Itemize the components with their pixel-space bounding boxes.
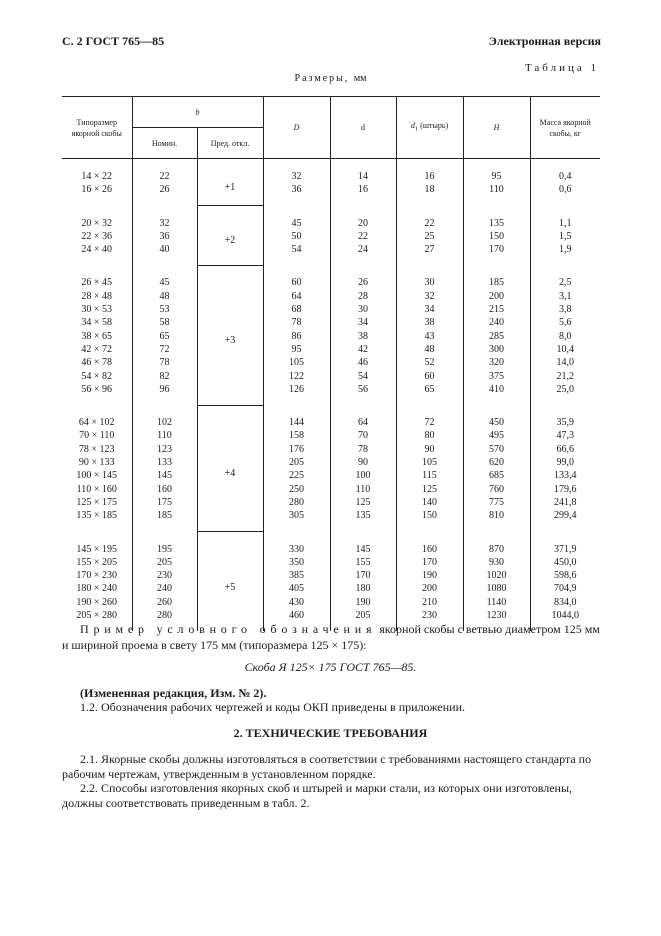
col-header-b-dev: Пред. откл.	[197, 128, 263, 159]
cell-type: 125 × 175	[76, 496, 118, 508]
cell-H: 215	[463, 303, 530, 316]
cell-H: 110	[463, 183, 530, 205]
cell-d: 190	[330, 596, 396, 609]
cell-d1: 150	[396, 509, 463, 531]
table-row	[62, 290, 600, 303]
cell-D: 305	[263, 509, 330, 531]
table-row	[62, 569, 600, 582]
cell-d1: 65	[396, 383, 463, 405]
cell-d1: 160	[396, 532, 463, 556]
cell-type: 70 × 110	[79, 430, 115, 442]
col-header-d: d	[330, 97, 396, 159]
cell-d: 145	[330, 532, 396, 556]
cell-d1: 210	[396, 596, 463, 609]
cell-d: 110	[330, 483, 396, 496]
table-row	[62, 469, 600, 482]
cell-b-nom: 36	[132, 230, 197, 243]
table-row	[62, 509, 600, 531]
cell-d: 42	[330, 343, 396, 356]
cell-H: 170	[463, 243, 530, 265]
cell-d1: 200	[396, 582, 463, 595]
cell-d: 205	[330, 609, 396, 631]
cell-type: 135 × 185	[76, 510, 118, 522]
table-row	[62, 343, 600, 356]
cell-b-nom: 22	[132, 159, 197, 184]
cell-D: 45	[263, 206, 330, 230]
cell-b-nom: 260	[132, 596, 197, 609]
cell-d1: 38	[396, 316, 463, 329]
table-group	[62, 405, 600, 531]
cell-mass: 47,3	[530, 429, 600, 442]
cell-b-nom: 123	[132, 443, 197, 456]
cell-d1: 115	[396, 469, 463, 482]
cell-mass: 834,0	[530, 596, 600, 609]
cell-H: 95	[463, 159, 530, 184]
cell-b-tolerance: +4	[197, 405, 263, 531]
cell-H: 240	[463, 316, 530, 329]
table-row	[62, 206, 600, 230]
cell-b-nom: 53	[132, 303, 197, 316]
cell-d: 28	[330, 290, 396, 303]
cell-d: 125	[330, 496, 396, 509]
cell-b-tolerance: +3	[197, 265, 263, 405]
table-row	[62, 243, 600, 265]
cell-D: 144	[263, 405, 330, 429]
cell-H: 375	[463, 370, 530, 383]
table-row	[62, 556, 600, 569]
designation-formula: Скоба Я 125× 175 ГОСТ 765—85.	[244, 660, 417, 674]
table-row	[62, 230, 600, 243]
col-header-H: H	[463, 97, 530, 159]
cell-d: 56	[330, 383, 396, 405]
cell-b-nom: 26	[132, 183, 197, 205]
cell-D: 385	[263, 569, 330, 582]
table-row	[62, 265, 600, 289]
cell-D: 280	[263, 496, 330, 509]
cell-b-tolerance: +1	[197, 159, 263, 206]
col-header-mass: Масса якорной скобы, кг	[530, 97, 600, 159]
cell-b-nom: 240	[132, 582, 197, 595]
table-row	[62, 316, 600, 329]
cell-d1: 80	[396, 429, 463, 442]
cell-mass: 66,6	[530, 443, 600, 456]
cell-H: 930	[463, 556, 530, 569]
col-header-d1	[396, 97, 463, 159]
table-row	[62, 159, 600, 184]
example-lead: Пример условного обозначения	[80, 622, 377, 636]
cell-type: 180 × 240	[76, 583, 118, 595]
cell-d: 180	[330, 582, 396, 595]
cell-d1: 125	[396, 483, 463, 496]
col-header-b: b	[132, 97, 263, 128]
cell-type: 78 × 123	[78, 443, 115, 455]
cell-type: 205 × 280	[76, 610, 118, 622]
cell-b-nom: 175	[132, 496, 197, 509]
cell-mass: 0,6	[530, 183, 600, 205]
cell-H: 200	[463, 290, 530, 303]
cell-b-nom: 185	[132, 509, 197, 531]
cell-D: 105	[263, 356, 330, 369]
table-row	[62, 582, 600, 595]
cell-mass: 299,4	[530, 509, 600, 531]
cell-d1: 90	[396, 443, 463, 456]
cell-D: 95	[263, 343, 330, 356]
cell-mass: 1044,0	[530, 609, 600, 631]
sizes-caption-label: Размеры,	[294, 73, 350, 84]
cell-d1: 52	[396, 356, 463, 369]
table-row	[62, 370, 600, 383]
table-row	[62, 429, 600, 442]
cell-mass: 14,0	[530, 356, 600, 369]
table-row	[62, 443, 600, 456]
cell-d: 16	[330, 183, 396, 205]
cell-type: 46 × 78	[81, 357, 113, 369]
cell-D: 54	[263, 243, 330, 265]
cell-mass: 3,1	[530, 290, 600, 303]
cell-D: 122	[263, 370, 330, 383]
table-head	[62, 97, 600, 159]
cell-mass: 1,5	[530, 230, 600, 243]
cell-d1: 140	[396, 496, 463, 509]
amendment-note: (Измененная редакция, Изм. № 2).	[80, 686, 267, 700]
cell-D: 60	[263, 265, 330, 289]
cell-b-nom: 32	[132, 206, 197, 230]
cell-d: 135	[330, 509, 396, 531]
cell-H: 1080	[463, 582, 530, 595]
table-group	[62, 206, 600, 266]
cell-H: 300	[463, 343, 530, 356]
cell-mass: 704,9	[530, 582, 600, 595]
cell-type: 190 × 260	[76, 596, 118, 608]
cell-type: 20 × 32	[81, 217, 113, 229]
cell-d1: 32	[396, 290, 463, 303]
cell-mass: 1,1	[530, 206, 600, 230]
cell-D: 68	[263, 303, 330, 316]
cell-type: 26 × 45	[81, 277, 113, 289]
paragraph-1-2: 1.2. Обозначения рабочих чертежей и коды ОКП приведены в приложении.	[80, 700, 465, 714]
cell-D: 86	[263, 330, 330, 343]
sizes-caption	[0, 73, 661, 84]
cell-b-nom: 230	[132, 569, 197, 582]
cell-H: 620	[463, 456, 530, 469]
section-title: 2. ТЕХНИЧЕСКИЕ ТРЕБОВАНИЯ	[233, 726, 428, 740]
cell-d: 30	[330, 303, 396, 316]
cell-mass: 25,0	[530, 383, 600, 405]
cell-type: 155 × 205	[76, 556, 118, 568]
cell-D: 250	[263, 483, 330, 496]
cell-d: 46	[330, 356, 396, 369]
cell-b-nom: 58	[132, 316, 197, 329]
cell-D: 350	[263, 556, 330, 569]
col-header-type: Типоразмер якорной скобы	[71, 117, 122, 138]
cell-type: 145 × 195	[76, 543, 118, 555]
paragraph-2-2: 2.2. Способы изготовления якорных скоб и штырей и марки стали, из которых они изготовлены, должны соответствовать приведенным в табл. 2.	[62, 781, 573, 810]
cell-d1: 16	[396, 159, 463, 184]
cell-mass: 450,0	[530, 556, 600, 569]
cell-mass: 99,0	[530, 456, 600, 469]
cell-H: 150	[463, 230, 530, 243]
cell-D: 176	[263, 443, 330, 456]
cell-type: 34 × 58	[81, 317, 113, 329]
cell-H: 685	[463, 469, 530, 482]
cell-type: 56 × 96	[81, 383, 113, 395]
table-group	[62, 265, 600, 405]
cell-b-nom: 40	[132, 243, 197, 265]
cell-D: 36	[263, 183, 330, 205]
cell-D: 50	[263, 230, 330, 243]
cell-b-nom: 96	[132, 383, 197, 405]
cell-type: 170 × 230	[76, 570, 118, 582]
cell-d1: 170	[396, 556, 463, 569]
cell-d: 90	[330, 456, 396, 469]
cell-D: 64	[263, 290, 330, 303]
cell-d1: 60	[396, 370, 463, 383]
cell-b-nom: 195	[132, 532, 197, 556]
table-row	[62, 456, 600, 469]
cell-type: 16 × 26	[81, 184, 113, 196]
cell-d1: 27	[396, 243, 463, 265]
cell-type: 42 × 72	[81, 343, 113, 355]
cell-mass: 241,8	[530, 496, 600, 509]
table-caption: Таблица 1	[524, 62, 599, 74]
col-header-b-nom: Номин.	[132, 128, 197, 159]
cell-D: 205	[263, 456, 330, 469]
cell-b-nom: 78	[132, 356, 197, 369]
cell-type: 64 × 102	[78, 417, 115, 429]
cell-mass: 2,5	[530, 265, 600, 289]
table-row	[62, 383, 600, 405]
page-header-right: Электронная версия	[488, 34, 601, 48]
cell-b-nom: 133	[132, 456, 197, 469]
cell-type: 100 × 145	[76, 470, 118, 482]
cell-d1: 43	[396, 330, 463, 343]
cell-d1: 72	[396, 405, 463, 429]
cell-D: 405	[263, 582, 330, 595]
cell-b-nom: 48	[132, 290, 197, 303]
designation-example	[62, 621, 600, 653]
cell-type: 28 × 48	[81, 290, 113, 302]
cell-type: 38 × 65	[81, 330, 113, 342]
cell-H: 775	[463, 496, 530, 509]
cell-type: 54 × 82	[81, 370, 113, 382]
cell-D: 330	[263, 532, 330, 556]
cell-d: 78	[330, 443, 396, 456]
cell-mass: 0,4	[530, 159, 600, 184]
table-row	[62, 405, 600, 429]
cell-b-tolerance: +2	[197, 206, 263, 266]
cell-b-tolerance: +5	[197, 532, 263, 632]
cell-b-nom: 65	[132, 330, 197, 343]
cell-b-nom: 205	[132, 556, 197, 569]
cell-b-nom: 102	[132, 405, 197, 429]
sizes-caption-unit: мм	[353, 73, 367, 84]
cell-H: 450	[463, 405, 530, 429]
col-header-d1-sub: 1	[414, 125, 419, 133]
page-header-left: С. 2 ГОСТ 765—85	[62, 34, 165, 48]
cell-H: 570	[463, 443, 530, 456]
cell-b-nom: 160	[132, 483, 197, 496]
cell-D: 430	[263, 596, 330, 609]
table-group	[62, 159, 600, 206]
cell-mass: 133,4	[530, 469, 600, 482]
table-row	[62, 496, 600, 509]
cell-d: 70	[330, 429, 396, 442]
cell-H: 1230	[463, 609, 530, 631]
cell-type: 90 × 133	[78, 457, 115, 469]
cell-D: 158	[263, 429, 330, 442]
cell-d: 38	[330, 330, 396, 343]
cell-d1: 48	[396, 343, 463, 356]
cell-H: 870	[463, 532, 530, 556]
cell-D: 78	[263, 316, 330, 329]
cell-mass: 3,8	[530, 303, 600, 316]
cell-H: 760	[463, 483, 530, 496]
cell-H: 410	[463, 383, 530, 405]
cell-d1: 190	[396, 569, 463, 582]
cell-b-nom: 82	[132, 370, 197, 383]
cell-D: 32	[263, 159, 330, 184]
cell-D: 225	[263, 469, 330, 482]
cell-type: 30 × 53	[81, 304, 113, 316]
cell-d1: 22	[396, 206, 463, 230]
col-header-d1-symbol: d	[410, 121, 415, 131]
cell-H: 320	[463, 356, 530, 369]
cell-mass: 5,6	[530, 316, 600, 329]
col-header-d1-note: (штырь)	[420, 121, 449, 131]
cell-d: 54	[330, 370, 396, 383]
cell-b-nom: 280	[132, 609, 197, 631]
cell-mass: 179,6	[530, 483, 600, 496]
cell-H: 495	[463, 429, 530, 442]
cell-mass: 21,2	[530, 370, 600, 383]
cell-d1: 18	[396, 183, 463, 205]
table-row	[62, 532, 600, 556]
table-row	[62, 356, 600, 369]
cell-d1: 25	[396, 230, 463, 243]
table-row	[62, 483, 600, 496]
paragraph-2-1: 2.1. Якорные скобы должны изготовляться в соответствии с требованиями настоящего стандарта по рабочим чертежам, утвержденным в установленном порядке.	[62, 752, 592, 781]
cell-b-nom: 145	[132, 469, 197, 482]
table-row	[62, 303, 600, 316]
dimensions-table	[62, 96, 600, 631]
cell-b-nom: 110	[132, 429, 197, 442]
cell-D: 460	[263, 609, 330, 631]
cell-d: 26	[330, 265, 396, 289]
cell-mass: 1,9	[530, 243, 600, 265]
example-text: якорной скобы с ветвью диаметром 125 мм и шириной проема в свету 175 мм (типоразмера 125 × 175):	[62, 622, 600, 652]
cell-H: 285	[463, 330, 530, 343]
col-header-D: D	[263, 97, 330, 159]
cell-mass: 35,9	[530, 405, 600, 429]
cell-type: 22 × 36	[81, 230, 113, 242]
cell-d: 34	[330, 316, 396, 329]
cell-H: 1140	[463, 596, 530, 609]
cell-type: 110 × 160	[76, 483, 117, 495]
table-row	[62, 596, 600, 609]
cell-mass: 371,9	[530, 532, 600, 556]
cell-d: 14	[330, 159, 396, 184]
cell-d: 24	[330, 243, 396, 265]
cell-d: 20	[330, 206, 396, 230]
cell-H: 1020	[463, 569, 530, 582]
cell-H: 185	[463, 265, 530, 289]
cell-d1: 34	[396, 303, 463, 316]
cell-d: 100	[330, 469, 396, 482]
cell-d: 64	[330, 405, 396, 429]
cell-mass: 8,0	[530, 330, 600, 343]
cell-d: 155	[330, 556, 396, 569]
cell-H: 135	[463, 206, 530, 230]
cell-d1: 105	[396, 456, 463, 469]
table-row	[62, 183, 600, 205]
table-row	[62, 330, 600, 343]
dimensions-table-wrapper	[62, 96, 600, 631]
table-group	[62, 532, 600, 632]
cell-H: 810	[463, 509, 530, 531]
cell-d1: 230	[396, 609, 463, 631]
cell-D: 126	[263, 383, 330, 405]
cell-d: 22	[330, 230, 396, 243]
cell-type: 24 × 40	[81, 244, 113, 256]
cell-type: 14 × 22	[81, 171, 113, 182]
cell-d1: 30	[396, 265, 463, 289]
cell-d: 170	[330, 569, 396, 582]
cell-mass: 598,6	[530, 569, 600, 582]
cell-b-nom: 72	[132, 343, 197, 356]
cell-mass: 10,4	[530, 343, 600, 356]
cell-b-nom: 45	[132, 265, 197, 289]
